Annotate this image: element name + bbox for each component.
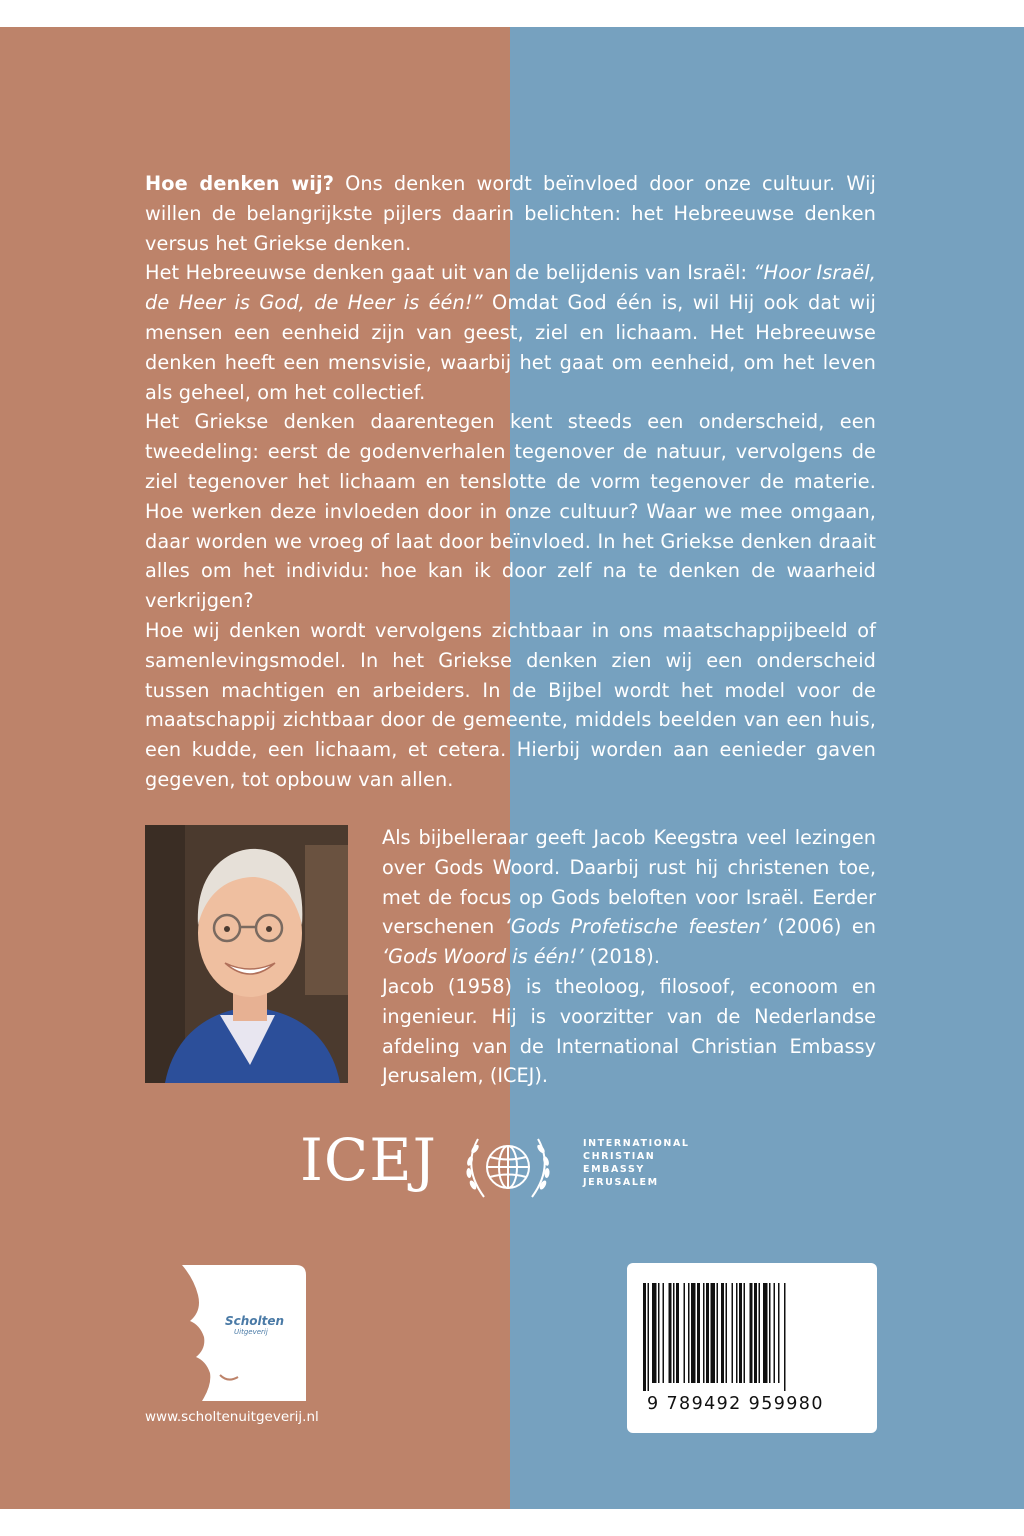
barcode-bar	[691, 1283, 696, 1383]
barcode-bar	[774, 1283, 776, 1383]
barcode-bar	[658, 1283, 660, 1383]
blurb-text	[145, 169, 876, 795]
barcode-box	[627, 1263, 877, 1433]
icej-logo	[300, 1125, 700, 1215]
barcode-bar	[711, 1283, 716, 1383]
barcode-bar	[706, 1283, 709, 1383]
icej-full-name: INTERNATIONAL CHRISTIAN EMBASSY JERUSALEM	[583, 1138, 690, 1188]
author-bio-paragraph-1: Als bijbelleraar geeft Jacob Keegstra veel lezingen over Gods Woord. Daarbij rust hij christenen toe, met de focus op Gods beloften voor Israël. Eerder verschenen ‘Gods Profetische feesten’ (2006) en ‘Gods Woord is één!’ (2018).	[382, 826, 876, 969]
barcode-bar	[643, 1283, 646, 1391]
barcode-bar	[673, 1283, 675, 1383]
barcode-bar	[663, 1283, 665, 1383]
barcode-bar	[721, 1283, 724, 1383]
publisher-url: www.scholtenuitgeverij.nl	[145, 1409, 319, 1425]
barcode-bar	[739, 1283, 742, 1383]
author-portrait-illustration	[145, 825, 348, 1083]
barcode-bar	[732, 1283, 734, 1383]
globe-wreath-icon	[448, 1127, 568, 1207]
barcode-bar	[669, 1283, 672, 1383]
barcode-bar	[744, 1283, 746, 1383]
author-bio-paragraph-2: Jacob (1958) is theoloog, filosoof, econoom en ingenieur. Hij is voorzitter van de Nederlandse afdeling van de International Christian Embassy Jerusalem, (ICEJ).	[382, 974, 876, 1088]
barcode-bar	[763, 1283, 768, 1383]
blurb-paragraph-2: Het Hebreeuwse denken gaat uit van de belijdenis van Israël: “Hoor Israël, de Heer is God, de Heer is één!” Omdat God één is, wil Hij ook dat wij mensen een eenheid zijn van geest, ziel en lichaam. Het Hebreeuwse denken heeft een mensvisie, waarbij het gaat om eenheid, om het leven als geheel, om het collectief.	[145, 261, 877, 404]
barcode-bar	[703, 1283, 705, 1383]
blurb-paragraph-3: Het Griekse denken daarentegen kent steeds een onderscheid, een tweedeling: eerst de godenverhalen tegenover de natuur, vervolgens de ziel tegenover het lichaam en tenslotte de vorm tegenover de materie. Hoe werken deze invloeden door in onze cultuur? Waar we mee omgaan, daar worden we vroeg of laat door beïnvloed. In het Griekse denken draait alles om het individu: hoe kan ik door zelf na te denken de waarheid verkrijgen?	[145, 410, 876, 613]
barcode-bar	[726, 1283, 728, 1383]
barcode-bar	[697, 1283, 700, 1383]
barcode-bar	[784, 1283, 786, 1391]
author-bio	[382, 823, 876, 1091]
blurb-paragraph-4: Hoe wij denken wordt vervolgens zichtbaar in ons maatschappijbeeld of samenlevingsmodel. In het Griekse denken zien wij een onderscheid tussen machtigen en arbeiders. In de Bijbel wordt het model voor de maatschappij zichtbaar door de gemeente, middels beelden van een huis, een kudde, een lichaam, et cetera. Hierbij worden aan eenieder gaven gegeven, tot opbouw van allen.	[145, 618, 876, 791]
barcode-bar	[676, 1283, 679, 1383]
author-photo	[145, 825, 348, 1083]
barcode-bar	[736, 1283, 738, 1383]
blurb-lead-question: Hoe denken wij?	[145, 172, 335, 195]
barcode-bar	[754, 1283, 757, 1383]
book-back-cover	[0, 27, 1024, 1509]
barcode-bar	[717, 1283, 719, 1383]
barcode-bar	[778, 1283, 780, 1383]
icej-wordmark: ICEJ	[300, 1126, 437, 1194]
barcode-icon	[641, 1283, 861, 1391]
publisher-name: Scholten	[225, 1314, 285, 1328]
barcode-bar	[759, 1283, 761, 1383]
book-title-1: ‘Gods Profetische feesten’	[504, 915, 767, 939]
barcode-bar	[769, 1283, 771, 1383]
blurb-quote: “Hoor Israël, de Heer is God, de Heer is één!”	[145, 261, 876, 315]
book-title-2: ‘Gods Woord is één!’	[382, 945, 584, 969]
barcode-bar	[652, 1283, 657, 1383]
barcode-bar	[684, 1283, 686, 1383]
barcode-bar	[648, 1283, 650, 1391]
barcode-bar	[688, 1283, 690, 1383]
barcode-bar	[750, 1283, 753, 1383]
publisher-subtitle: Uitgeverij	[234, 1328, 268, 1336]
blurb-paragraph-1: Hoe denken wij? Ons denken wordt beïnvloed door onze cultuur. Wij willen de belangrijkste pijlers daarin belichten: het Hebreeuwse denken versus het Griekse denken.	[145, 172, 876, 255]
isbn-number: 9 789492 959980	[647, 1394, 824, 1414]
